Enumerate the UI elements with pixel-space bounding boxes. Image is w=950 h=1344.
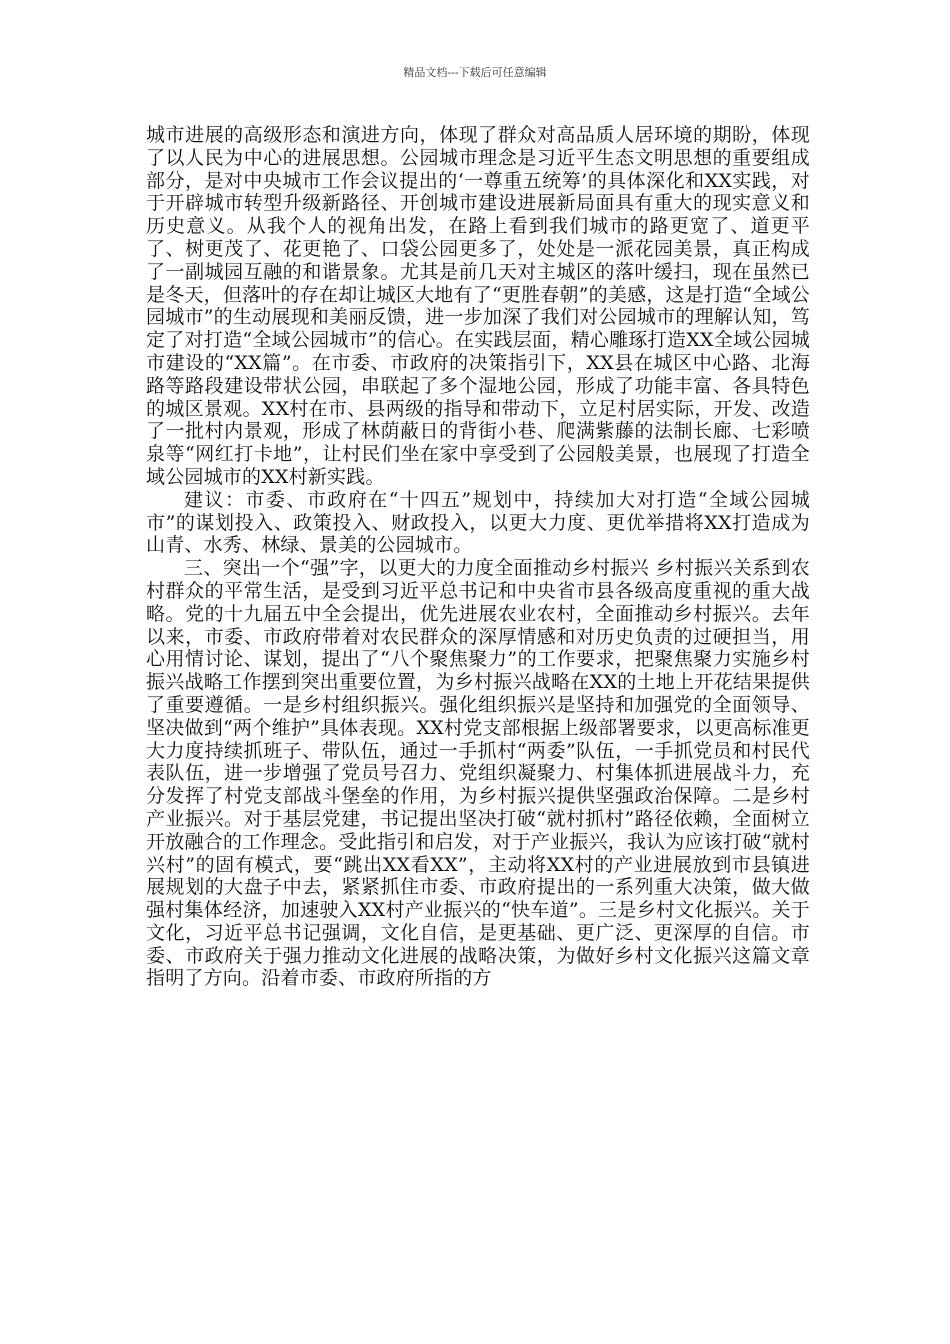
paragraph-rural-revitalization: 三、突出一个“强”字，以更大的力度全面推动乡村振兴 乡村振兴关系到农村群众的平常生活，是受到习近平总书记和中央省市县各级高度重视的重大战略。党的十九届五中全会提出，优先进展农业农村，全面推动乡村振兴。去年以来，市委、市政府带着对农民群众的深厚情感和对历史负责的过硬担当，用心用情讨论、谋划，提出了“八个聚焦聚力”的工作要求，把聚焦聚力实施乡村振兴战略工作摆到突出重要位置，为乡村振兴战略在XX的土地上开花结果提供了重要遵循。一是乡村组织振兴。强化组织振兴是坚持和加强党的全面领导、坚决做到“两个维护”具体表现。XX村党支部根据上级部署要求，以更高标准更大力度持续抓班子、带队伍，通过一手抓村“两委”队伍，一手抓党员和村民代表队伍，进一步增强了党员号召力、党组织凝聚力、村集体抓进展战斗力，充分发挥了村党支部战斗堡垒的作用，为乡村振兴提供坚强政治保障。二是乡村产业振兴。对于基层党建，书记提出坚决打破“就村抓村”路径依赖，全面树立开放融合的工作理念。受此指引和启发，对于产业振兴，我认为应该打破“就村兴村”的固有模式，要“跳出XX看XX”，主动将XX村的产业进展放到市县镇进展规划的大盘子中去，紧紧抓住市委、市政府提出的一系列重大决策，做大做强村集体经济，加速驶入XX村产业振兴的“快车道”。三是乡村文化振兴。关于文化，习近平总书记强调，文化自信，是更基础、更广泛、更深厚的自信。市委、市政府关于强力推动文化进展的战略决策，为做好乡村文化振兴这篇文章指明了方向。沿着市委、市政府所指的方	[146, 557, 810, 990]
paragraph-suggestion: 建议：市委、市政府在“十四五”规划中，持续加大对打造“全域公园城市”的谋划投入、政策投入、财政投入，以更大力度、更优举措将XX打造成为山青、水秀、林绿、景美的公园城市。	[146, 488, 810, 557]
page-header: 精品文档---下载后可任意编辑	[403, 66, 547, 79]
paragraph-park-city: 城市进展的高级形态和演进方向，体现了群众对高品质人居环境的期盼，体现了以人民为中心的进展思想。公园城市理念是习近平生态文明思想的重要组成部分，是对中央城市工作会议提出的‘一尊重五统筹’的具体深化和XX实践，对于开辟城市转型升级新路径、开创城市建设进展新局面具有重大的现实意义和历史意义。从我个人的视角出发，在路上看到我们城市的路更宽了、道更平了、树更茂了、花更艳了、口袋公园更多了，处处是一派花园美景，真正构成了一副城园互融的和谐景象。尤其是前几天对主城区的落叶缓扫，现在虽然已是冬天，但落叶的存在却让城区大地有了“更胜春朝”的美感，这是打造“全域公园城市”的生动展现和美丽反馈，进一步加深了我们对公园城市的理解认知，笃定了对打造“全域公园城市”的信心。在实践层面，精心雕琢打造XX全域公园城市建设的“XX篇”。在市委、市政府的决策指引下，XX县在城区中心路、北海路等路段建设带状公园，串联起了多个湿地公园，形成了功能丰富、各具特色的城区景观。XX村在市、县两级的指导和带动下，立足村居实际，开发、改造了一批村内景观，形成了林荫蔽日的背街小巷、爬满紫藤的法制长廊、七彩喷泉等“网红打卡地”，让村民们坐在家中享受到了公园般美景，也展现了打造全域公园城市的XX村新实践。	[146, 124, 810, 488]
document-body	[146, 124, 810, 990]
